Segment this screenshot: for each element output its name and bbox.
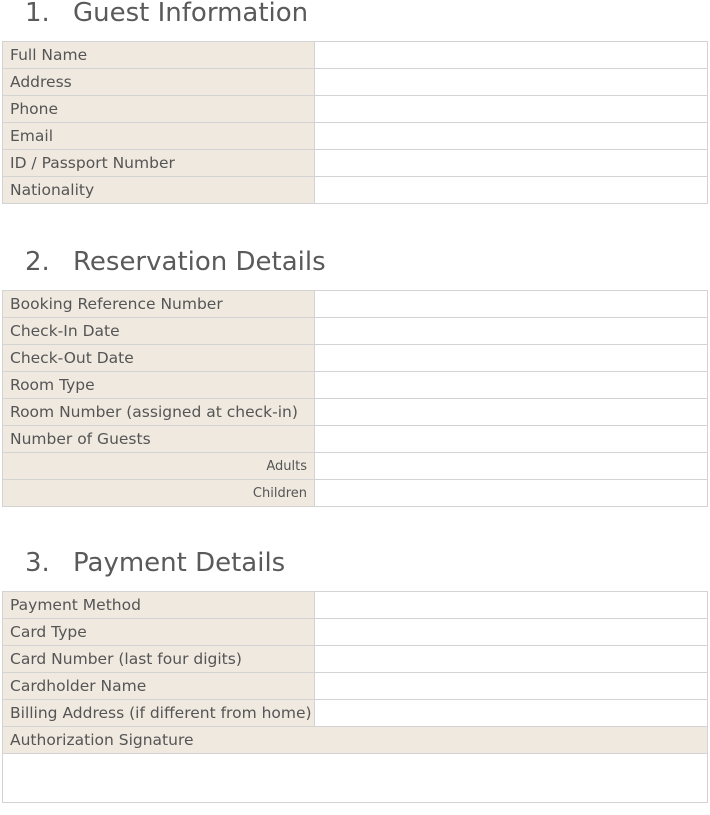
field-label-children: Children <box>3 480 315 507</box>
field-label-booking-reference: Booking Reference Number <box>3 291 315 318</box>
table-row <box>3 372 708 399</box>
field-label-full-name: Full Name <box>3 42 315 69</box>
table-row <box>3 291 708 318</box>
table-row <box>3 318 708 345</box>
field-label-billing-address: Billing Address (if different from home) <box>3 700 315 727</box>
section-number: 2. <box>25 247 50 277</box>
field-label-id-passport: ID / Passport Number <box>3 150 315 177</box>
table-row <box>3 727 708 754</box>
billing-address-field[interactable] <box>315 700 708 727</box>
section-heading: Reservation Details <box>73 247 326 277</box>
table-row <box>3 345 708 372</box>
check-in-date-field[interactable] <box>315 318 708 345</box>
field-label-check-in-date: Check-In Date <box>3 318 315 345</box>
payment-method-field[interactable] <box>315 592 708 619</box>
address-field[interactable] <box>315 69 708 96</box>
phone-field[interactable] <box>315 96 708 123</box>
nationality-field[interactable] <box>315 177 708 204</box>
table-row <box>3 700 708 727</box>
table-row <box>3 123 708 150</box>
full-name-field[interactable] <box>315 42 708 69</box>
card-number-field[interactable] <box>315 646 708 673</box>
table-row <box>3 453 708 480</box>
field-label-authorization-signature: Authorization Signature <box>3 727 708 754</box>
children-field[interactable] <box>315 480 708 507</box>
id-passport-field[interactable] <box>315 150 708 177</box>
field-label-room-type: Room Type <box>3 372 315 399</box>
table-row <box>3 480 708 507</box>
field-label-number-of-guests: Number of Guests <box>3 426 315 453</box>
table-row <box>3 646 708 673</box>
field-label-nationality: Nationality <box>3 177 315 204</box>
email-field[interactable] <box>315 123 708 150</box>
section-heading: Payment Details <box>73 548 286 578</box>
number-of-guests-field[interactable] <box>315 426 708 453</box>
section-number: 3. <box>25 548 50 578</box>
field-label-address: Address <box>3 69 315 96</box>
table-row <box>3 426 708 453</box>
reservation-details-table <box>2 290 708 507</box>
card-type-field[interactable] <box>315 619 708 646</box>
field-label-check-out-date: Check-Out Date <box>3 345 315 372</box>
field-label-cardholder-name: Cardholder Name <box>3 673 315 700</box>
room-number-field[interactable] <box>315 399 708 426</box>
cardholder-name-field[interactable] <box>315 673 708 700</box>
table-row <box>3 619 708 646</box>
table-row <box>3 96 708 123</box>
section-number: 1. <box>25 0 50 28</box>
authorization-signature-field[interactable] <box>3 754 708 803</box>
table-row <box>3 150 708 177</box>
room-type-field[interactable] <box>315 372 708 399</box>
adults-field[interactable] <box>315 453 708 480</box>
field-label-payment-method: Payment Method <box>3 592 315 619</box>
field-label-adults: Adults <box>3 453 315 480</box>
field-label-card-number: Card Number (last four digits) <box>3 646 315 673</box>
table-row <box>3 42 708 69</box>
booking-reference-field[interactable] <box>315 291 708 318</box>
table-row <box>3 754 708 803</box>
guest-information-table <box>2 41 708 204</box>
field-label-email: Email <box>3 123 315 150</box>
field-label-phone: Phone <box>3 96 315 123</box>
field-label-card-type: Card Type <box>3 619 315 646</box>
table-row <box>3 673 708 700</box>
section-heading: Guest Information <box>73 0 309 28</box>
table-row <box>3 592 708 619</box>
table-row <box>3 69 708 96</box>
payment-details-table <box>2 591 708 803</box>
table-row <box>3 399 708 426</box>
check-out-date-field[interactable] <box>315 345 708 372</box>
table-row <box>3 177 708 204</box>
field-label-room-number: Room Number (assigned at check-in) <box>3 399 315 426</box>
